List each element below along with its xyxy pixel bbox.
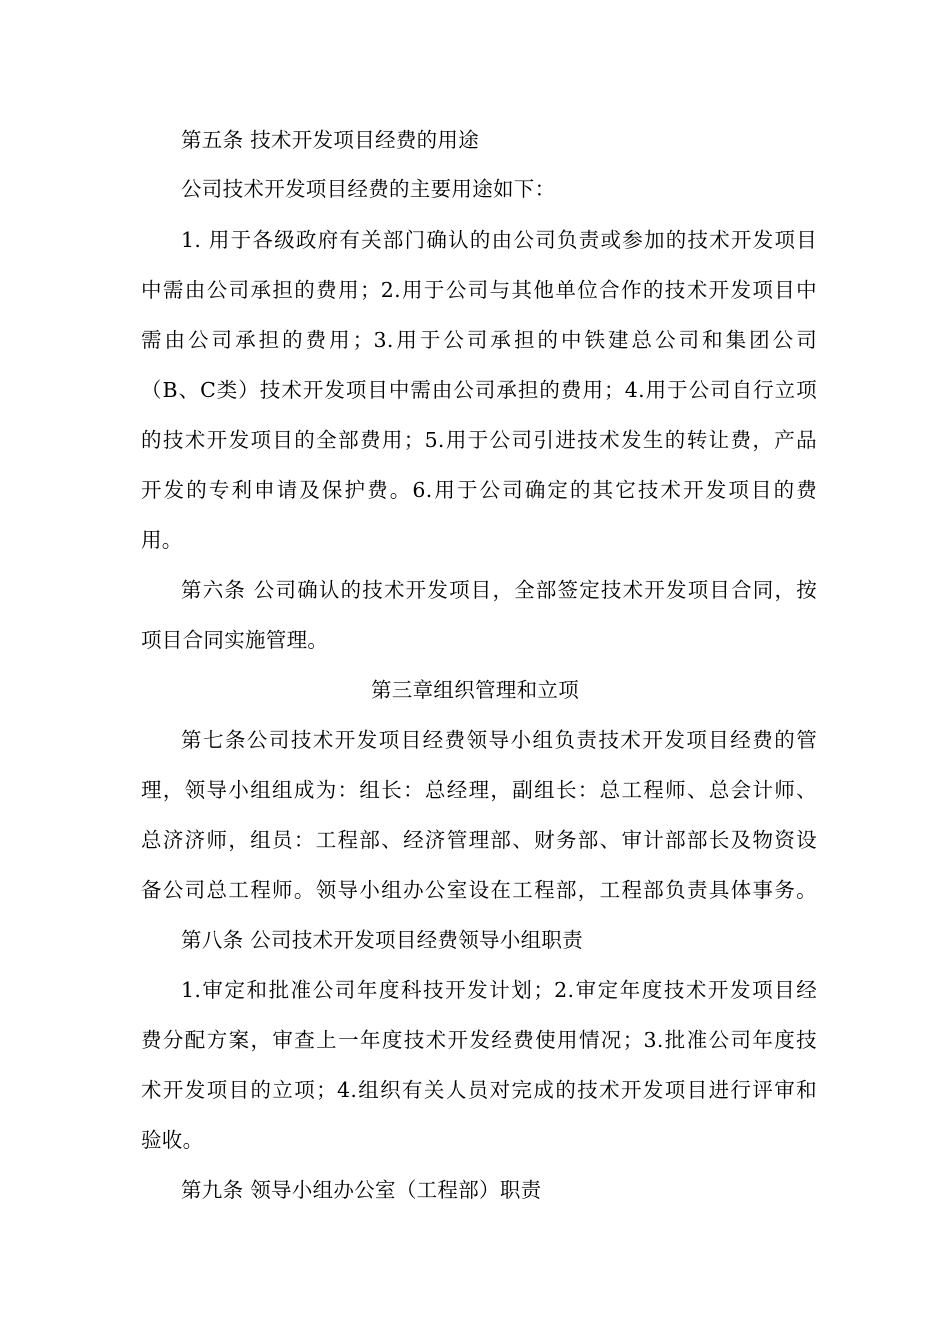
article-9-heading: 第九条 领导小组办公室（工程部）职责 [181,1178,542,1202]
article-8-text-line: 1.审定和批准公司年度科技开发计划；2.审定年度技术开发项目经 [181,978,817,1002]
article-5-text-line: 的技术开发项目的全部费用；5.用于公司引进技术发生的转让费，产品 [141,428,817,452]
article-8-heading: 第八条 公司技术开发项目经费领导小组职责 [181,928,584,952]
article-6-text-line: 项目合同实施管理。 [141,628,329,652]
article-8-text-line: 术开发项目的立项；4.组织有关人员对完成的技术开发项目进行评审和 [141,1078,817,1102]
article-5-text-line: 中需由公司承担的费用；2.用于公司与其他单位合作的技术开发项目中 [141,278,817,302]
article-7-text-line: 理，领导小组组成为：组长：总经理，副组长：总工程师、总会计师、 [141,778,817,802]
article-5-text-line: 用。 [141,528,183,552]
article-5-text-line: 开发的专利申请及保护费。6.用于公司确定的其它技术开发项目的费 [141,478,817,502]
article-5-heading: 第五条 技术开发项目经费的用途 [181,128,480,152]
article-6-text-line: 第六条 公司确认的技术开发项目，全部签定技术开发项目合同，按 [181,578,817,602]
article-7-text-line: 第七条公司技术开发项目经费领导小组负责技术开发项目经费的管 [181,728,817,752]
article-5-text-line: 需由公司承担的费用；3.用于公司承担的中铁建总公司和集团公司 [141,328,817,352]
article-8-text-line: 费分配方案，审查上一年度技术开发经费使用情况；3.批准公司年度技 [141,1028,817,1052]
article-5-intro: 公司技术开发项目经费的主要用途如下： [181,177,556,201]
article-7-text-line: 总济济师，组员：工程部、经济管理部、财务部、审计部部长及物资设 [141,828,817,852]
chapter-3-heading: 第三章组织管理和立项 [371,678,579,702]
article-5-text-line: （B、C类）技术开发项目中需由公司承担的费用；4.用于公司自行立项 [141,378,817,402]
article-5-text-line: 1. 用于各级政府有关部门确认的由公司负责或参加的技术开发项目 [181,228,817,252]
article-7-text-line: 备公司总工程师。领导小组办公室设在工程部，工程部负责具体事务。 [141,878,817,902]
article-8-text-line: 验收。 [141,1128,204,1152]
